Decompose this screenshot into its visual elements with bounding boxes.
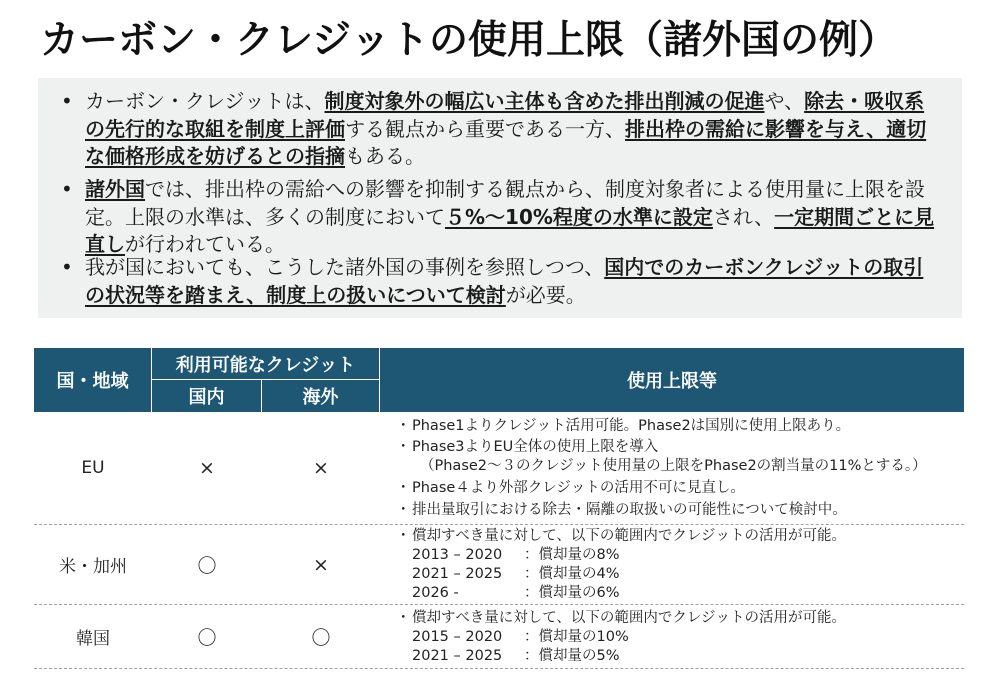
list-item-text: 排出量取引における除去・隔離の取扱いの可能性について検討中。 [412,502,847,518]
period-line [392,628,964,647]
region-cell: EU [81,458,105,478]
emphasis-text: 諸外国 [85,177,145,201]
plain-text: する観点から重要である一方、 [345,116,625,141]
header-usage-limit: 使用上限等 [627,371,717,392]
list-item [392,438,964,457]
plain-text: 我が国においても、こうした諸外国の事例を参照しつつ、 [85,255,605,279]
table-header [34,348,964,412]
list-bullet-icon: ・ [396,528,411,544]
period-line [392,546,964,565]
emphasis-text: 一定期間ごとに見直し [85,204,935,256]
plain-text: され、 [712,204,775,229]
list-item-text: Phase3よりEU全体の使用上限を導入 [412,439,659,455]
list-item [392,609,964,628]
domestic-cell: 〇 [197,627,217,649]
header-foreign: 海外 [262,380,380,412]
period-value: ：償却量の8% [524,547,620,563]
foreign-cell: × [313,457,329,479]
header-domestic: 国内 [152,380,262,412]
emphasis-text: 制度対象外の幅広い主体も含めた排出削減の促進 [324,89,765,113]
header-region: 国・地域 [34,348,152,412]
emphasis-text: 国内でのカーボンクレジットの取引の状況等を踏まえ、制度上の扱いについて検討 [85,255,924,307]
plain-text: が必要。 [505,282,586,307]
limit-cell [380,412,964,524]
list-item-text: Phase４より外部クレジットの活用不可に見直し。 [412,480,745,496]
emphasis-text: ５%～10%程度の水準に設定 [445,204,713,229]
plain-text: が行われている。 [125,232,285,256]
plain-text: もある。 [345,144,425,168]
period-value: ：償却量の4% [524,566,620,582]
summary-bullet-3 [63,254,943,310]
period-years: 2021 – 2025 [412,648,503,664]
region-cell: 米・加州 [59,557,127,577]
period-line [392,647,964,666]
list-item-note: （Phase2～３のクレジット使用量の上限をPhase2の割当量の11%とする。） [420,458,927,474]
list-bullet-icon: ・ [396,480,411,496]
bullet-icon: • [61,89,73,113]
plain-text: では、排出枠の需給への影響を抑制する観点から、制度対象者による使用量に上限を設定。上限の水準は、多くの制度において [85,177,925,229]
list-bullet-icon: ・ [396,502,411,518]
limit-cell [380,525,964,604]
list-item-text: Phase1よりクレジット活用可能。Phase2は国別に使用上限あり。 [412,418,851,434]
bullet-icon: • [61,255,73,279]
list-item [392,527,964,546]
foreign-cell: × [313,553,329,576]
period-years: 2013 – 2020 [412,547,503,563]
page-title: カーボン・クレジットの使用上限（諸外国の例） [40,18,898,63]
domestic-cell: 〇 [197,555,217,577]
table-row-korea [34,605,964,669]
period-line [392,565,964,584]
bullet-text [85,176,935,259]
period-years: 2015 – 2020 [412,629,503,645]
table-row-us-california [34,525,964,605]
foreign-cell: 〇 [311,627,331,649]
period-value: ：償却量の10% [524,629,629,645]
list-item-text: 償却すべき量に対して、以下の範囲内でクレジットの活用が可能。 [412,528,847,544]
list-bullet-icon: ・ [396,418,411,434]
period-years: 2026 - [412,585,459,601]
header-available-credits: 利用可能なクレジット [152,348,380,380]
summary-bullet-1 [63,88,943,172]
emphasis-text: 除去・吸収系の先行的な取組を制度上評価 [85,89,925,141]
period-value: ：償却量の6% [524,585,620,601]
region-cell: 韓国 [76,629,110,649]
list-item-text: 償却すべき量に対して、以下の範囲内でクレジットの活用が可能。 [412,610,847,626]
list-item [392,501,964,520]
bullet-text [85,254,935,309]
period-line [392,584,964,603]
bullet-text [85,88,935,171]
list-item [392,417,964,436]
domestic-cell: × [199,457,215,479]
plain-text: や、 [764,89,805,113]
emphasis-text: 排出枠の需給に影響を与え、適切な価格形成を妨げるとの指摘 [85,116,927,168]
period-value: ：償却量の5% [524,648,620,664]
list-bullet-icon: ・ [396,439,411,455]
table-row-eu [34,412,964,525]
list-item [392,479,964,498]
period-years: 2021 – 2025 [412,566,503,582]
summary-box [38,78,962,318]
bullet-icon: • [61,177,73,201]
limit-cell [380,605,964,668]
plain-text: カーボン・クレジットは、 [85,89,325,113]
list-bullet-icon: ・ [396,610,411,626]
summary-bullet-2 [63,176,943,260]
